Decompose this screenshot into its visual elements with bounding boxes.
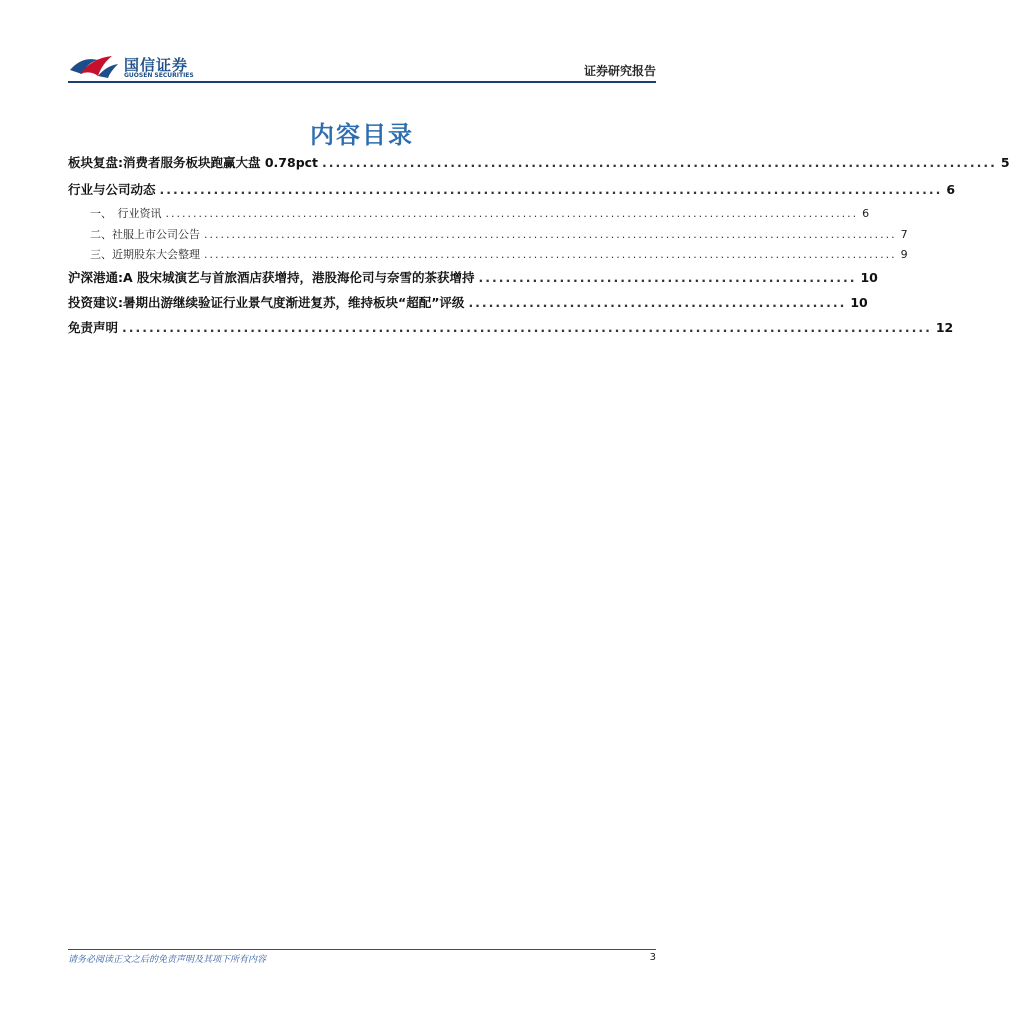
toc-subentry[interactable] (90, 205, 870, 221)
footer-divider (68, 949, 656, 950)
toc-entry-page: 9 (900, 248, 908, 261)
toc-entry-label: 一、 行业资讯 (90, 207, 162, 220)
report-type-label: 证券研究报告 (583, 64, 656, 78)
toc-entry[interactable] (68, 153, 1010, 171)
toc-entry-page: 10 (850, 295, 868, 310)
toc-leader-dots: .............................................................................................................................. (165, 207, 859, 220)
guosen-logo-icon (68, 52, 120, 80)
toc-leader-dots: .................................................................................................................... (159, 182, 943, 197)
toc-entry-page: 7 (900, 228, 908, 241)
page-header (68, 52, 656, 84)
toc-entry-label: 免责声明 (68, 320, 119, 335)
toc-entry-page: 10 (860, 270, 878, 285)
toc-entry-label: 投资建议:暑期出游继续验证行业景气度渐进复苏，维持板块“超配”评级 (68, 295, 465, 310)
logo-chinese-name: 国信证券 (124, 56, 189, 74)
toc-leader-dots: ........................................................ (468, 295, 847, 310)
toc-leader-dots: .............................................................................................................................. (204, 228, 897, 241)
guosen-logo (68, 52, 208, 82)
toc-entry-page: 5 (1000, 155, 1010, 170)
toc-entry-label: 二、社服上市公司公告 (90, 228, 200, 241)
toc-leader-dots: .................................................................................................... (322, 155, 997, 170)
toc-entry-page: 12 (935, 320, 954, 335)
toc-entry[interactable] (68, 293, 868, 311)
toc-entry[interactable] (68, 268, 878, 286)
footer-disclaimer: 请务必阅读正文之后的免责声明及其项下所有内容 (68, 955, 267, 965)
toc-entry-label: 沪深港通:A 股宋城演艺与首旅酒店获增持，港股海伦司与奈雪的茶获增持 (68, 270, 475, 285)
toc-subentry[interactable] (90, 226, 908, 242)
logo-english-name: GUOSEN SECURITIES (124, 72, 194, 79)
header-divider (68, 81, 656, 83)
toc-entry-label: 板块复盘:消费者服务板块跑赢大盘 0.78pct (68, 155, 319, 170)
toc-entry-label: 行业与公司动态 (68, 182, 156, 197)
toc-subentry[interactable] (90, 246, 908, 262)
toc-leader-dots: .............................................................................................................................. (204, 248, 897, 261)
toc-entry-label: 三、近期股东大会整理 (90, 248, 200, 261)
toc-entry[interactable] (68, 318, 954, 336)
page-number: 3 (649, 952, 656, 963)
toc-title: 内容目录 (310, 121, 414, 149)
toc-entry-page: 6 (946, 182, 956, 197)
toc-leader-dots: ........................................................................................................................ (122, 320, 932, 335)
toc-entry-page: 6 (862, 207, 870, 220)
toc-entry[interactable] (68, 180, 956, 198)
toc-leader-dots: ........................................................ (478, 270, 857, 285)
